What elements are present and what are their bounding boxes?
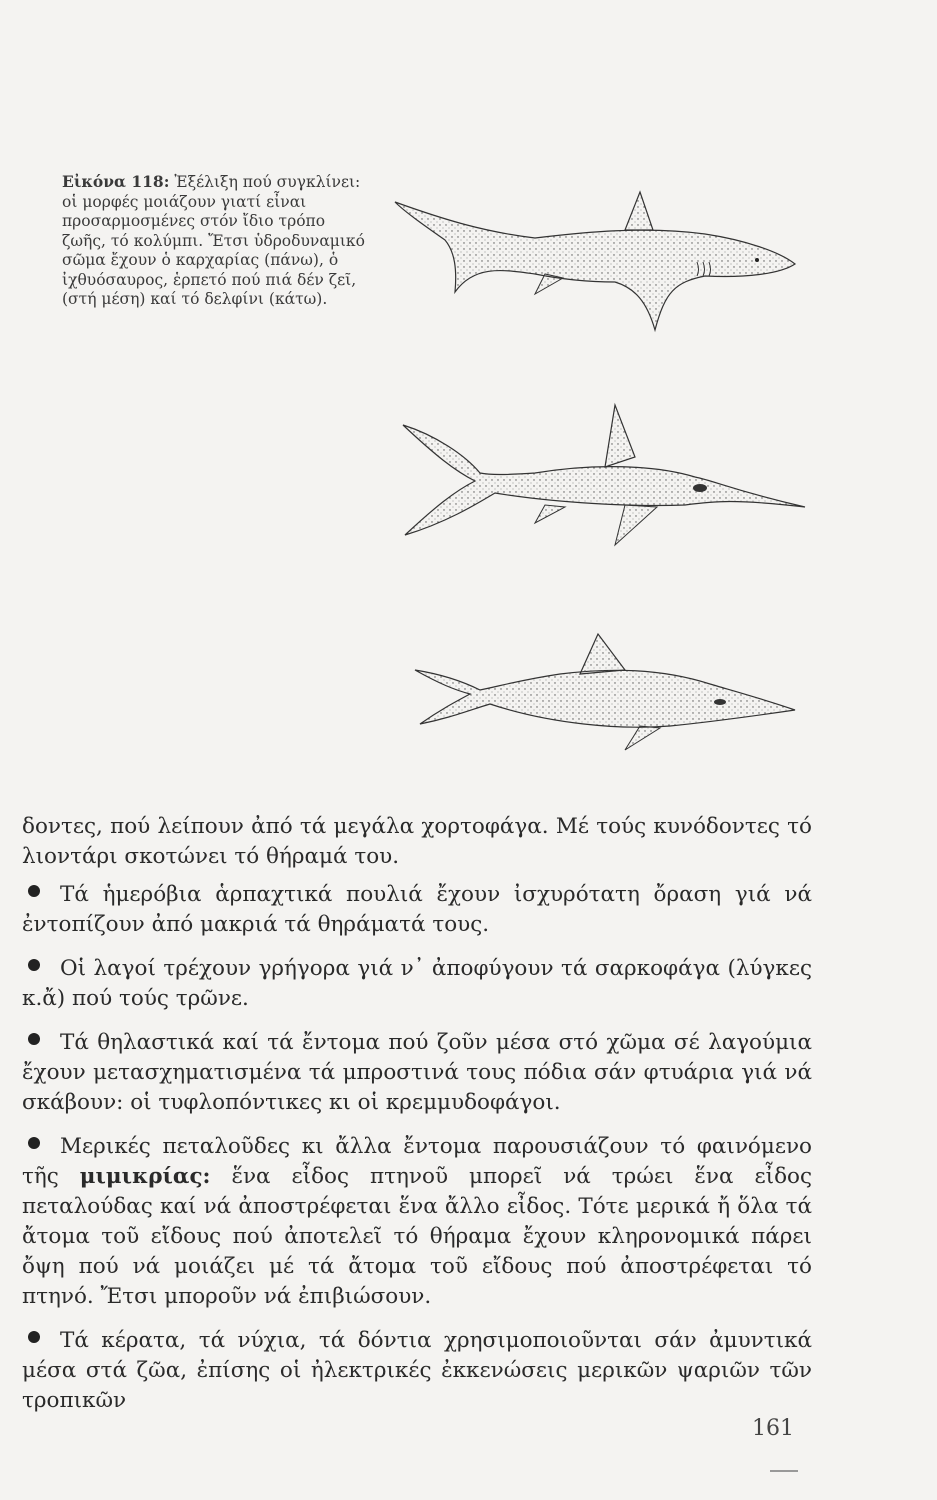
paragraph-text: ἕνα εἶδος πτηνοῦ μπορεῖ νά τρώει ἕνα εἶδος πεταλούδας καί νά ἀποστρέφεται ἕνα ἄλλο εἶδος. Τότε μερικά ἤ ὅλα τά ἄτομα τοῦ εἴδους πού ἀποτελεῖ τό θήραμα ἔχουν κληρονομικά πάρει ὄψη πού νά μοιάζει μέ τά ἄτομα τοῦ εἴδους πού ἀποστρέφεται τό πτηνό. Ἔτσι μποροῦν νά ἐπιβιώσουν. bbox=[22, 1164, 812, 1309]
paragraph-hares bbox=[22, 954, 812, 1014]
paragraph-text: Οἱ λαγοί τρέχουν γρήγορα γιά ν᾽ ἀποφύγουν τά σαρκοφάγα (λύγκες κ.ἄ) πού τούς τρῶνε. bbox=[22, 956, 812, 1011]
caption-label: Εἰκόνα 118: bbox=[62, 172, 170, 191]
bullet-icon bbox=[28, 885, 40, 897]
caption-text: Ἐξέλιξη πού συγκλίνει: οἱ μορφές μοιάζουν γιατί εἶναι προσαρμοσμένες στόν ἴδιο τρόπο ζωῆς, τό κολύμπι. Ἔτσι ὑδροδυναμικό σῶμα ἔχουν ὁ καρχαρίας (πάνω), ὁ ἰχθυόσαυρος, ἑρπετό πού πιά δέν ζεῖ, (στή μέση) καί τό δελφίνι (κάτω). bbox=[62, 173, 365, 308]
paragraph-continuation: δοντες, πού λείπουν ἀπό τά μεγάλα χορτοφάγα. Μέ τούς κυνόδοντες τό λιοντάρι σκοτώνει τό θήραμά του. bbox=[22, 814, 812, 869]
paragraph-mimicry bbox=[22, 1132, 812, 1312]
paragraph-defenses bbox=[22, 1326, 812, 1416]
dolphin-illustration bbox=[410, 628, 800, 758]
bullet-icon bbox=[28, 1137, 40, 1149]
mimicry-term: μιμικρίας: bbox=[79, 1164, 211, 1189]
figure-caption bbox=[62, 172, 372, 310]
paragraph-text: Τά θηλαστικά καί τά ἔντομα πού ζοῦν μέσα στό χῶμα σέ λαγούμια ἔχουν μετασχηματισμένα τά μπροστινά τους πόδια σάν φτυάρια γιά νά σκάβουν: οἱ τυφλοπόντικες κι οἱ κρεμμυδοφάγοι. bbox=[22, 1030, 812, 1115]
paragraph-burrowers bbox=[22, 1028, 812, 1118]
body-text bbox=[22, 812, 812, 1430]
paragraph-text: Τά ἡμερόβια ἁρπαχτικά πουλιά ἔχουν ἰσχυρότατη ὄραση γιά νά ἐντοπίζουν ἀπό μακριά τά θηράματά τους. bbox=[22, 882, 812, 937]
page-number: 161 bbox=[752, 1416, 794, 1441]
bullet-icon bbox=[28, 959, 40, 971]
paragraph-text: Μερικές πεταλοῦδες κι ἄλλα ἔντομα παρουσιάζουν τό φαινόμενο τῆς bbox=[22, 1134, 812, 1189]
paragraph-text: Τά κέρατα, τά νύχια, τά δόντια χρησιμοποιοῦνται σάν ἀμυντικά μέσα στά ζῶα, ἐπίσης οἱ ἠλεκτρικές ἐκκενώσεις μερικῶν ψαριῶν τῶν τροπικῶν bbox=[22, 1328, 812, 1413]
ichthyosaur-illustration bbox=[395, 395, 815, 555]
bullet-icon bbox=[28, 1033, 40, 1045]
page-mark bbox=[770, 1470, 798, 1472]
shark-illustration bbox=[385, 182, 800, 340]
paragraph-raptors bbox=[22, 880, 812, 940]
bullet-icon bbox=[28, 1331, 40, 1343]
